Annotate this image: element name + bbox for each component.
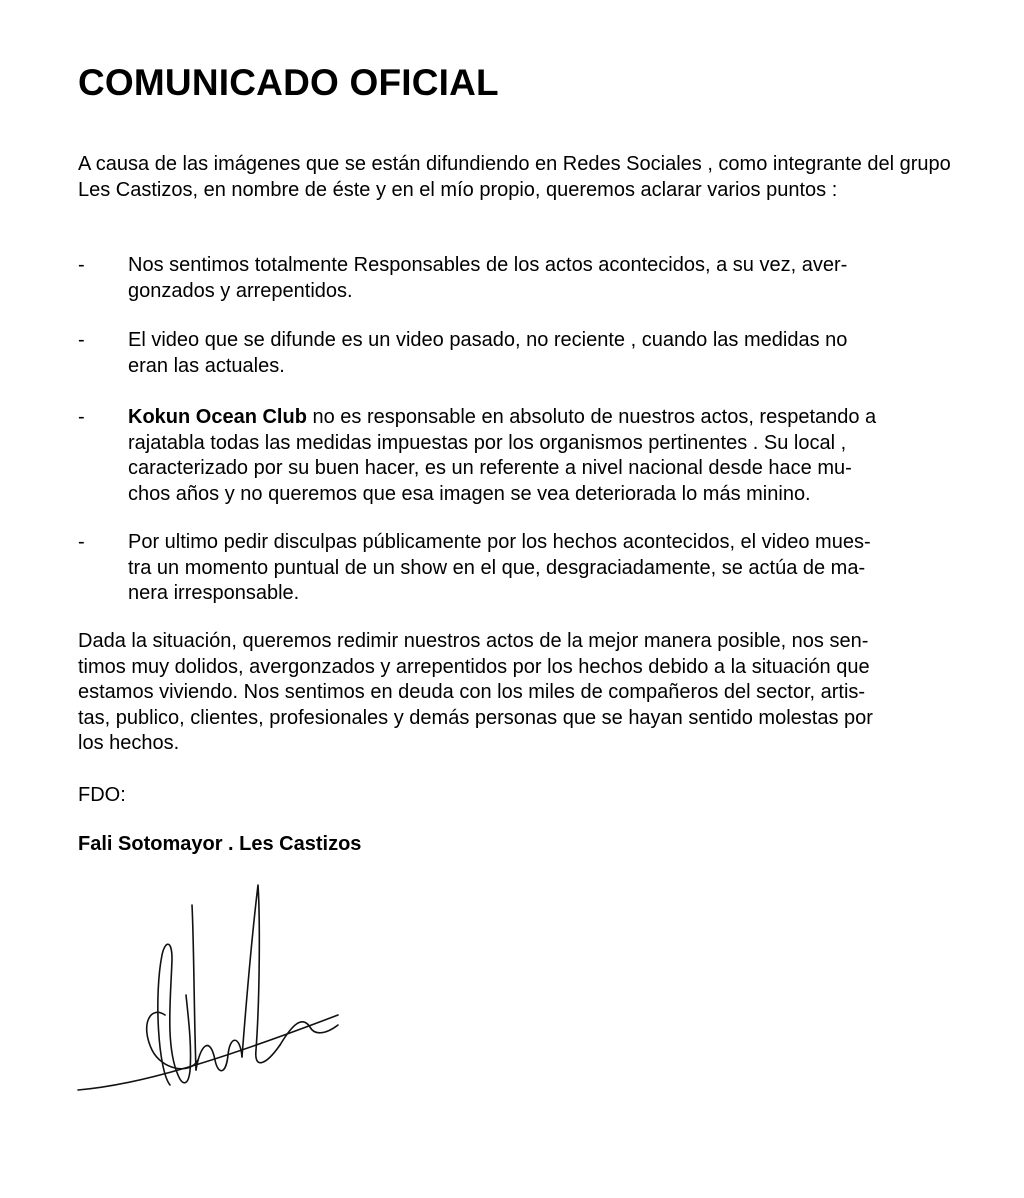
signature-stroke — [242, 885, 280, 1063]
bullet-text: Por ultimo pedir disculpas públicamente por los hechos acontecidos, el video mues- tra un momento puntual de un show en el que, desgraciadamente, se actúa de ma- nera irresponsable. — [128, 531, 871, 604]
bullet-dash: - — [78, 406, 85, 428]
fdo-label: FDO: — [78, 784, 126, 806]
intro-paragraph: A causa de las imágenes que se están difundiendo en Redes Sociales , como integrante del grupo Les Castizos, en nombre de éste y en el mío propio, queremos aclarar varios puntos : — [78, 153, 951, 201]
bullet-dash: - — [78, 254, 85, 276]
club-name: Kokun Ocean Club — [128, 406, 307, 428]
bullet-text-container — [128, 405, 958, 507]
bullet-text: El video que se difunde es un video pasado, no reciente , cuando las medidas no eran las actuales. — [128, 329, 848, 377]
closing-paragraph: Dada la situación, queremos redimir nuestros actos de la mejor manera posible, nos sen- timos muy dolidos, avergonzados y arrepentidos por los hechos debido a la situación que estamos viviendo. Nos sentimos en deuda con los miles de compañeros del sector, artis- tas, publico, clientes, profesionales y demás personas que se hayan sentido molestas por los hechos. — [78, 630, 873, 754]
bullet-dash: - — [78, 531, 85, 553]
signature-stroke — [196, 1040, 242, 1070]
bullet-text: no es responsable en absoluto de nuestros actos, respetando a rajatabla todas las medidas impuestas por los organismos pertinentes . Su local , caracterizado por su buen hacer, es un referente a nivel nacional desde hace mu- chos años y no queremos que esa imagen se vea deteriorada lo más minino. — [128, 406, 877, 505]
signature-underline-stroke — [78, 1015, 338, 1090]
document-title: COMUNICADO OFICIAL — [78, 62, 499, 103]
bullet-dash: - — [78, 329, 85, 351]
signer-name: Fali Sotomayor . Les Castizos — [78, 833, 362, 855]
signature-stroke — [192, 905, 196, 1070]
bullet-text: Nos sentimos totalmente Responsables de los actos acontecidos, a su vez, aver- gonzados y arrepentidos. — [128, 254, 848, 302]
signature-stroke — [158, 944, 191, 1085]
handwritten-signature — [70, 875, 360, 1105]
